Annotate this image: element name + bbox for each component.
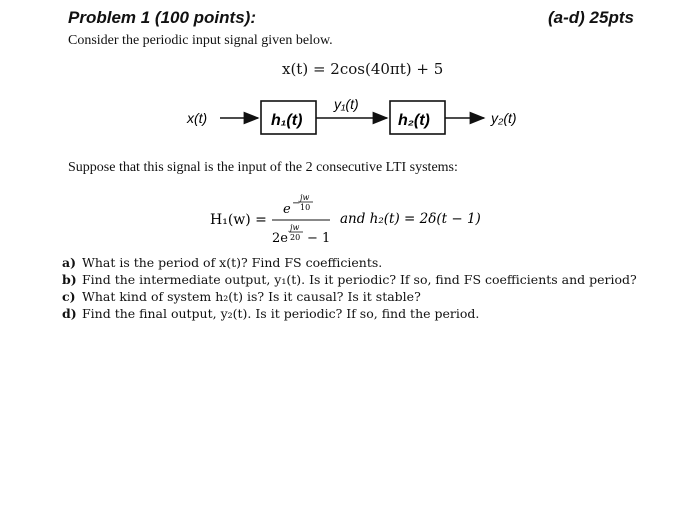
formula-lhs: H₁(w) = — [210, 212, 267, 228]
numerator-minus: − — [292, 198, 301, 209]
input-label: x(t) — [187, 110, 208, 126]
numerator-exp-bot: 10 — [300, 203, 311, 212]
h2-definition: and h₂(t) = 2δ(t − 1) — [340, 211, 481, 227]
problem-title: Problem 1 (100 points): — [68, 8, 256, 27]
question-text: What kind of system h₂(t) is? Is it causal? Is it stable? — [82, 289, 421, 304]
question-letter: c) — [62, 289, 76, 304]
numerator-base: e — [283, 202, 291, 217]
input-equation: x(t) = 2cos(40πt) + 5 — [282, 60, 444, 78]
numerator-exp-top: jw — [300, 193, 310, 202]
question-text: Find the intermediate output, y₁(t). Is it periodic? If so, find FS coefficients and period? — [82, 272, 637, 287]
question-text: What is the period of x(t)? Find FS coefficients. — [82, 255, 383, 270]
question-letter: d) — [62, 306, 77, 321]
output-label: y₂(t) — [491, 110, 517, 126]
points-label: (a-d) 25pts — [548, 8, 634, 27]
denominator-exp-top: jw — [290, 223, 300, 232]
question-c — [62, 289, 637, 304]
transfer-function-formula — [210, 190, 540, 250]
denominator-coef: 2e — [272, 231, 288, 246]
block-diagram — [0, 0, 700, 150]
question-text: Find the final output, y₂(t). Is it periodic? If so, find the period. — [82, 306, 480, 321]
question-letter: a) — [62, 255, 77, 270]
intro-text: Consider the periodic input signal given below. — [68, 33, 333, 48]
question-b — [62, 272, 637, 287]
block-h1-label: h₁(t) — [271, 112, 303, 129]
denominator-tail: − 1 — [307, 231, 331, 246]
intermediate-label: y₁(t) — [334, 96, 359, 112]
question-letter: b) — [62, 272, 77, 287]
denominator-exp-bot: 20 — [290, 233, 301, 242]
suppose-text: Suppose that this signal is the input of the 2 consecutive LTI systems: — [68, 160, 458, 175]
block-h2-label: h₂(t) — [398, 112, 430, 129]
question-list — [62, 255, 637, 323]
question-d — [62, 306, 637, 321]
question-a — [62, 255, 637, 270]
